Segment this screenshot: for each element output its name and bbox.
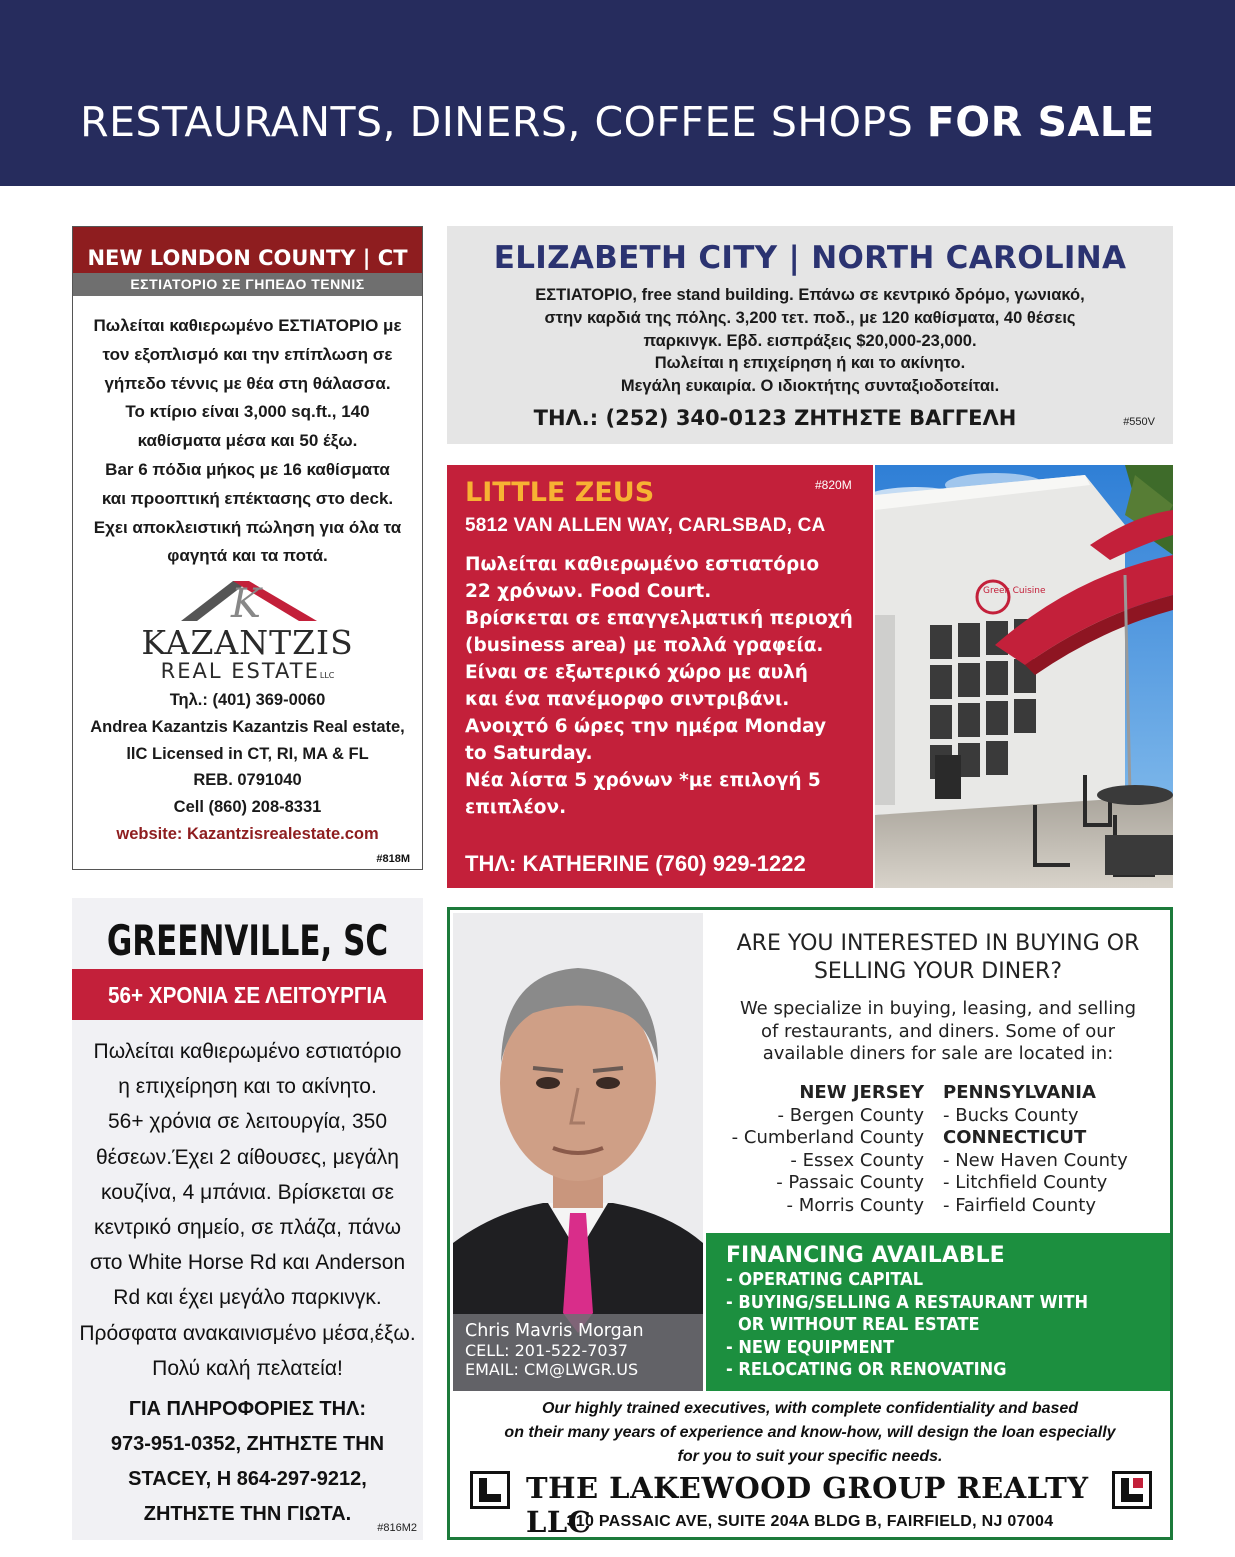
photo-sign-text: Greek Cuisine (983, 586, 1046, 596)
ad-code: #818M (376, 853, 410, 865)
kazantzis-logo-name: KAZANTZIS (141, 623, 354, 663)
info-line: ΖΗΤΗΣΤΕ ΤΗΝ ΓΙΩΤΑ. (143, 1503, 352, 1525)
ad-little-zeus-address: 5812 VAN ALLEN WAY, CARLSBAD, CA (465, 515, 826, 536)
lakewood-company-name: THE LAKEWOOD GROUP REALTY LLC (526, 1471, 1089, 1539)
body-line: Πρόσφατα ανακαινισμένο μέσα,έξω. (79, 1321, 416, 1345)
ad-new-london-website: website: Kazantzisrealestate.com (116, 824, 379, 843)
body-line: Είναι σε εξωτερικό χώρο με αυλή (465, 662, 808, 683)
county-item: - Cumberland County (731, 1127, 924, 1148)
body-line: Πωλείται καθιερωμένο εστιατόριο (465, 554, 820, 575)
county-item: - New Haven County (943, 1149, 1128, 1171)
contact-line: Cell (860) 208-8331 (173, 797, 322, 816)
ad-greenville-title: GREENVILLE, SC (106, 916, 389, 965)
county-item: - Fairfield County (943, 1194, 1097, 1216)
body-line: Εχει αποκλειστική πώληση για όλα τα (93, 517, 402, 537)
locations-pa-ct (943, 1082, 1173, 1217)
body-line: παρκινγκ. Εβδ. εισπράξεις $20,000-23,000. (643, 331, 977, 350)
ad-elizabeth-city-phone: ΤΗΛ.: (252) 340-0123 ΖΗΤΗΣΤΕ ΒΑΓΓΕΛΗ (533, 406, 1017, 430)
financing-title: FINANCING AVAILABLE (726, 1243, 1005, 1268)
svg-text:K: K (231, 581, 261, 628)
body-line: Ανοιχτό 6 ώρες την ημέρα Monday (465, 716, 827, 737)
body-line: Μεγάλη ευκαιρία. Ο ιδιοκτήτης συνταξιοδοτείται. (620, 377, 1000, 396)
ad-elizabeth-city (447, 226, 1173, 444)
page-header-band (0, 0, 1235, 186)
logo-sub-llc: LLC (319, 671, 335, 681)
state-name: NEW JERSEY (799, 1082, 924, 1103)
body-line: στο White Horse Rd και Anderson (89, 1251, 406, 1275)
restaurant-exterior-image (875, 465, 1173, 888)
body-line: φαγητά και τα ποτά. (167, 546, 328, 566)
lakewood-headline (706, 930, 1170, 986)
intro-line: available diners for sale are located in: (762, 1043, 1114, 1064)
contact-line: Andrea Kazantzis Kazantzis Real estate, (90, 717, 405, 736)
info-line: 973-951-0352, ΖΗΤΗΣΤΕ ΤΗΝ (110, 1433, 385, 1455)
state-name: CONNECTICUT (943, 1127, 1087, 1148)
body-line: ΕΣΤΙΑΤΟΡΙΟ, free stand building. Επάνω σε κεντρικό δρόμο, γωνιακό, (535, 286, 1085, 304)
ad-greenville-banner-text: 56+ ΧΡΟΝΙΑ ΣΕ ΛΕΙΤΟΥΡΓΙΑ (107, 982, 388, 1008)
kazantzis-logo-sub (73, 659, 422, 683)
contact-line: REB. 0791040 (193, 771, 302, 790)
financing-item: OR WITHOUT REAL ESTATE (738, 1314, 980, 1335)
county-item: - Bucks County (943, 1104, 1079, 1126)
financing-item: - OPERATING CAPITAL (726, 1269, 924, 1290)
ad-elizabeth-city-body (447, 284, 1173, 398)
state-name: PENNSYLVANIA (943, 1082, 1096, 1103)
ad-new-london-body (73, 312, 422, 571)
ad-code: #820M (815, 478, 852, 492)
restaurant-photo (875, 465, 1173, 888)
body-line: στην καρδιά της πόλης. 3,200 τετ. ποδ., με 120 καθίσματα, 40 θέσεις (544, 308, 1076, 327)
body-line: 56+ χρόνια σε λειτουργία, 350 (107, 1110, 388, 1134)
ad-new-london (72, 226, 423, 870)
body-line: Πολύ καλή πελατεία! (152, 1356, 343, 1380)
body-line: Πωλείται η επιχείρηση ή και το ακίνητο. (654, 354, 966, 373)
body-line: επιπλέον. (465, 797, 567, 818)
agent-caption (453, 1314, 703, 1391)
financing-panel (706, 1233, 1170, 1391)
body-line: Νέα λίστα 5 χρόνων *με επιλογή 5 (465, 770, 821, 791)
headline-line: SELLING YOUR DINER? (813, 959, 1063, 984)
ad-little-zeus-title: LITTLE ZEUS (465, 477, 655, 508)
body-line: και προοπτική επέκτασης στο deck. (101, 488, 394, 508)
lakewood-footer-text (450, 1397, 1170, 1469)
intro-line: We specialize in buying, leasing, and selling (739, 998, 1137, 1019)
page-title (0, 98, 1235, 146)
lakewood-logo-icon-right (1112, 1471, 1152, 1509)
info-line: ΓΙΑ ΠΛΗΡΟΦΟΡΙΕΣ ΤΗΛ: (128, 1398, 367, 1420)
headline-line: ARE YOU INTERESTED IN BUYING OR (736, 931, 1140, 956)
body-line: 22 χρόνων. Food Court. (465, 581, 712, 602)
footer-line: on their many years of experience and know-how, will design the loan especially (504, 1424, 1116, 1441)
page-title-light: RESTAURANTS, DINERS, COFFEE SHOPS (80, 98, 914, 146)
intro-line: of restaurants, and diners. Some of our (760, 1020, 1116, 1042)
body-line: γήπεδο τέννις με θέα στη θάλασσα. (104, 373, 391, 393)
page-title-bold: FOR SALE (926, 98, 1155, 146)
body-line: Το κτίριο είναι 3,000 sq.ft., 140 (125, 402, 370, 422)
ad-new-london-location: NEW LONDON COUNTY | CT (73, 227, 422, 273)
ad-new-london-subtitle: ΕΣΤΙΑΤΟΡΙΟ ΣΕ ΓΗΠΕΔΟ ΤΕΝΝΙΣ (73, 273, 422, 296)
body-line: Πωλείται καθιερωμένο ΕΣΤΙΑΤΟΡΙΟ με (93, 316, 402, 335)
body-line: Πωλείται καθιερωμένο εστιατόριο (93, 1040, 402, 1063)
ad-greenville-banner (72, 969, 423, 1020)
ad-greenville-info (72, 1392, 423, 1532)
logo-sub-main: REAL ESTATE (160, 659, 320, 684)
footer-line: Our highly trained executives, with complete confidentiality and based (541, 1400, 1079, 1417)
county-item: - Passaic County (776, 1172, 924, 1193)
ad-elizabeth-city-title: ELIZABETH CITY | NORTH CAROLINA (493, 240, 1127, 276)
contact-line: llC Licensed in CT, RI, MA & FL (126, 744, 369, 763)
body-line: Bar 6 πόδια μήκος με 16 καθίσματα (105, 459, 390, 479)
footer-line: for you to suit your specific needs. (677, 1448, 943, 1465)
financing-item: - NEW EQUIPMENT (726, 1336, 895, 1358)
body-line: Βρίσκεται σε επαγγελματική περιοχή (465, 608, 853, 629)
body-line: Rd και έχει μεγάλο παρκινγκ. (113, 1286, 382, 1310)
body-line: κεντρικό σημείο, σε πλάζα, πάνω (93, 1216, 401, 1240)
ad-little-zeus-panel (447, 465, 873, 888)
body-line: καθίσματα μέσα και 50 έξω. (137, 431, 358, 451)
ad-lakewood (447, 907, 1173, 1540)
info-line: STACEY, Η 864-297-9212, (128, 1468, 367, 1490)
county-item: - Litchfield County (943, 1172, 1108, 1193)
lakewood-logo-icon (470, 1471, 510, 1509)
body-line: τον εξοπλισμό και την επίπλωση σε (102, 344, 393, 364)
county-item: - Morris County (786, 1194, 924, 1216)
lakewood-address: 310 PASSAIC AVE, SUITE 204A BLDG B, FAIRFIELD, NJ 07004 (566, 1513, 1054, 1530)
body-line: και ένα πανέμορφο σιντριβάνι. (465, 689, 790, 710)
ad-greenville (72, 898, 423, 1540)
kazantzis-logo (73, 573, 422, 684)
contact-line: Τηλ.: (401) 369-0060 (169, 691, 326, 710)
county-item: - Essex County (790, 1149, 924, 1171)
agent-name: Chris Mavris Morgan (465, 1321, 644, 1341)
financing-item: - BUYING/SELLING A RESTAURANT WITH (726, 1291, 1089, 1313)
ad-little-zeus-phone: ΤΗΛ: KATHERINE (760) 929-1222 (465, 851, 806, 876)
ad-code: #550V (1123, 416, 1155, 428)
agent-cell: CELL: 201-522-7037 (465, 1341, 628, 1360)
ad-little-zeus (447, 465, 1173, 888)
body-line: η επιχείρηση και το ακίνητο. (118, 1075, 377, 1099)
body-line: (business area) με πολλά γραφεία. (465, 635, 824, 656)
county-item: - Bergen County (777, 1104, 924, 1126)
body-line: θέσεων.Έχει 2 αίθουσες, μεγάλη (95, 1145, 399, 1169)
body-line: to Saturday. (465, 743, 593, 764)
ad-greenville-body (72, 1034, 423, 1386)
locations-new-jersey (706, 1082, 924, 1217)
ad-new-london-contact (73, 687, 422, 821)
financing-item: - RELOCATING OR RENOVATING (726, 1359, 1007, 1380)
lakewood-intro (706, 998, 1170, 1066)
ad-code: #816M2 (377, 1522, 417, 1534)
body-line: κουζίνα, 4 μπάνια. Βρίσκεται σε (101, 1180, 394, 1204)
agent-email: EMAIL: CM@LWGR.US (465, 1360, 639, 1379)
ad-little-zeus-body (465, 551, 865, 821)
